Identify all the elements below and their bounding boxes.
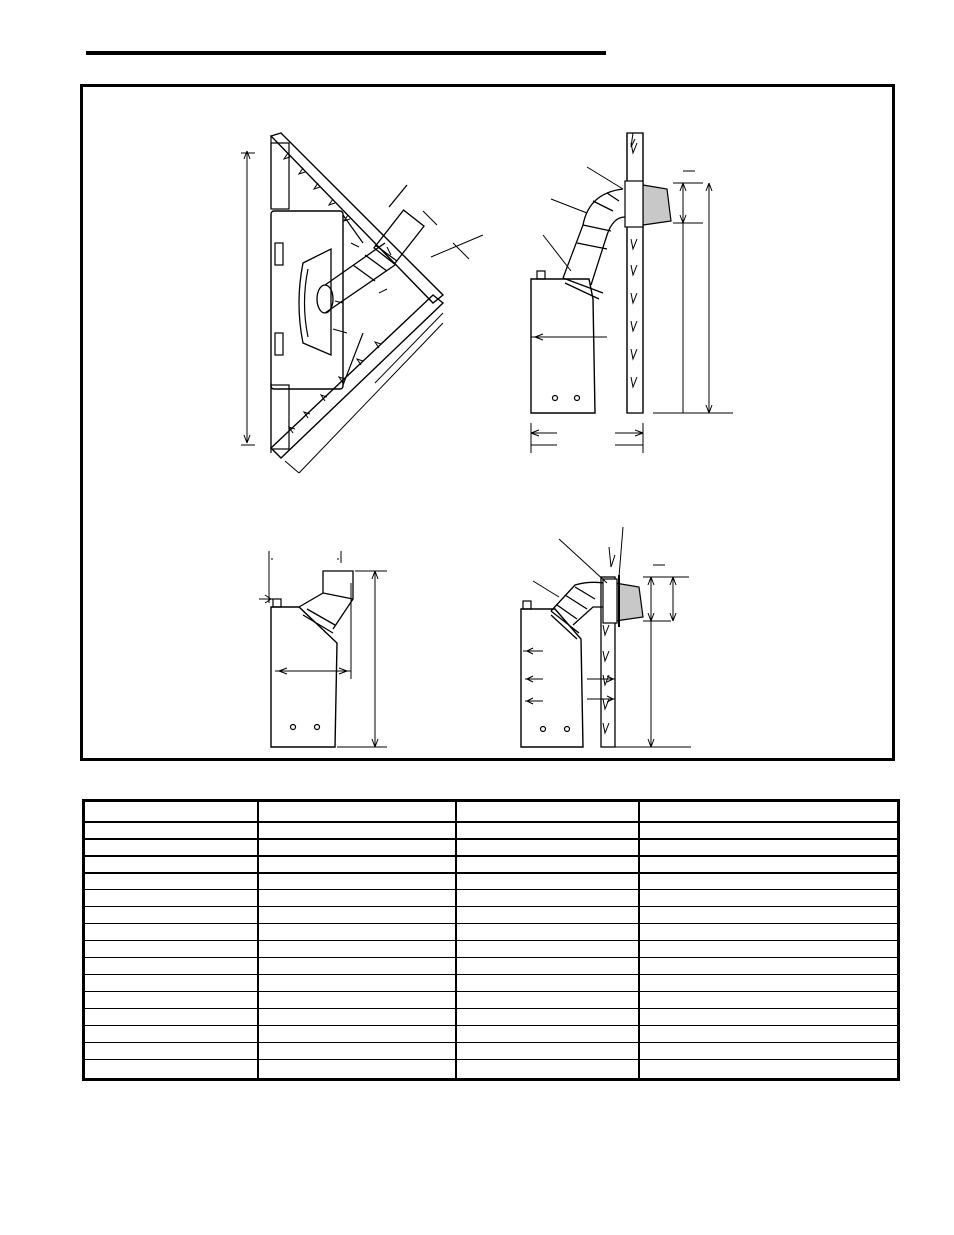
table-cell (639, 958, 899, 975)
table-row (84, 975, 899, 992)
table-cell (639, 1043, 899, 1060)
table-cell (84, 924, 258, 941)
table-row (84, 1009, 899, 1026)
table-cell (258, 941, 456, 958)
table-cell (258, 822, 456, 839)
table-cell (84, 1060, 258, 1080)
table-cell (456, 992, 639, 1009)
table-cell (258, 1043, 456, 1060)
table-cell (639, 801, 899, 822)
table-cell (84, 890, 258, 907)
table-cell (258, 856, 456, 873)
table-row (84, 1043, 899, 1060)
table-cell (456, 1060, 639, 1080)
table-cell (258, 1009, 456, 1026)
table-row (84, 822, 899, 839)
table-header-row (84, 801, 899, 822)
table-cell (258, 801, 456, 822)
table-cell (84, 958, 258, 975)
table-cell (84, 856, 258, 873)
table-row (84, 1026, 899, 1043)
table-row (84, 1060, 899, 1080)
table-row (84, 839, 899, 856)
specification-table (82, 799, 900, 1081)
table-cell (84, 992, 258, 1009)
low-rear-vent-side-view (521, 527, 691, 747)
table-cell (639, 839, 899, 856)
table-row (84, 873, 899, 890)
table-cell (258, 1060, 456, 1080)
table-row (84, 890, 899, 907)
corner-installation-top-view (241, 133, 483, 473)
installation-diagrams (83, 87, 898, 764)
installation-diagrams-frame (80, 84, 895, 761)
table-cell (258, 907, 456, 924)
table-row (84, 992, 899, 1009)
top-vent-side-view (259, 551, 387, 747)
table-cell (258, 890, 456, 907)
table-cell (456, 1026, 639, 1043)
table-cell (456, 907, 639, 924)
rear-vent-side-view (531, 133, 733, 453)
table-cell (258, 975, 456, 992)
table-cell (639, 1009, 899, 1026)
table-cell (639, 1026, 899, 1043)
table-row (84, 856, 899, 873)
table-cell (639, 975, 899, 992)
table-cell (456, 856, 639, 873)
table-cell (456, 873, 639, 890)
table-cell (456, 822, 639, 839)
table-cell (456, 1009, 639, 1026)
table-cell (639, 873, 899, 890)
table-cell (456, 801, 639, 822)
table-cell (456, 890, 639, 907)
table-cell (84, 975, 258, 992)
table-cell (84, 1009, 258, 1026)
table-cell (456, 1043, 639, 1060)
table-cell (456, 958, 639, 975)
table-cell (84, 941, 258, 958)
table-cell (456, 924, 639, 941)
table-cell (84, 801, 258, 822)
table-cell (84, 907, 258, 924)
header-rule (86, 51, 606, 55)
table-cell (639, 924, 899, 941)
table-cell (639, 941, 899, 958)
table-cell (639, 822, 899, 839)
table-cell (258, 839, 456, 856)
table-row (84, 941, 899, 958)
table-cell (639, 1060, 899, 1080)
table-cell (639, 890, 899, 907)
table-cell (456, 941, 639, 958)
table-cell (84, 822, 258, 839)
table-cell (84, 839, 258, 856)
table-cell (258, 958, 456, 975)
table-row (84, 907, 899, 924)
table-cell (456, 839, 639, 856)
table-cell (84, 1026, 258, 1043)
table-cell (258, 1026, 456, 1043)
table-cell (639, 992, 899, 1009)
table-row (84, 924, 899, 941)
table-cell (258, 873, 456, 890)
table-cell (639, 856, 899, 873)
table-cell (639, 907, 899, 924)
table-cell (456, 975, 639, 992)
table-cell (258, 992, 456, 1009)
table-row (84, 958, 899, 975)
table-cell (258, 924, 456, 941)
table-cell (84, 1043, 258, 1060)
table-cell (84, 873, 258, 890)
